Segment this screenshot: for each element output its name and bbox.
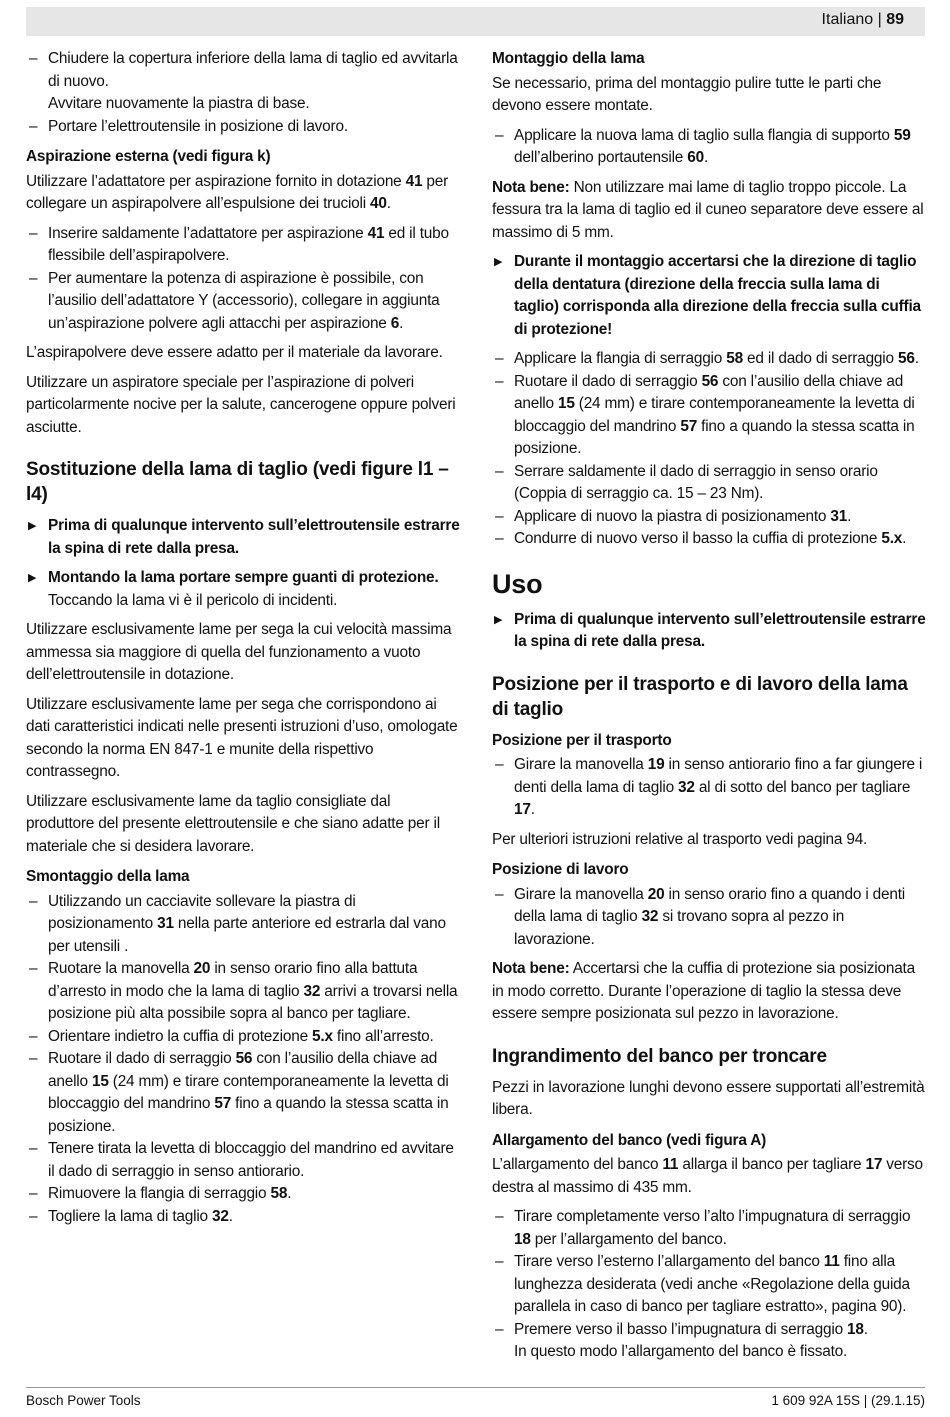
list-item: – Rimuovere la flangia di serraggio 58. bbox=[26, 1183, 461, 1206]
section-heading: Posizione di lavoro bbox=[492, 861, 629, 878]
note: Nota bene: Non utilizzare mai lame di taglio troppo piccole. La fessura tra la lama di taglio ed il cuneo separatore deve essere al massimo di 5 mm. bbox=[492, 178, 924, 241]
section-heading: Montaggio della lama bbox=[492, 50, 645, 67]
paragraph: Utilizzare esclusivamente lame per sega la cui velocità massima ammessa sia maggiore di quella del funzionamento a vuoto dell’elettroutensile in dotazione. bbox=[26, 621, 452, 683]
section-title: Sostituzione della lama di taglio (vedi figure l1 – l4) bbox=[26, 459, 449, 505]
list-item: – Condurre di nuovo verso il basso la cuffia di protezione 5.x. bbox=[492, 528, 927, 551]
section-title: Posizione per il trasporto e di lavoro della lama di taglio bbox=[492, 673, 908, 720]
paragraph: Se necessario, prima del montaggio pulire tutte le parti che devono essere montate. bbox=[492, 74, 882, 114]
header-bar bbox=[26, 7, 925, 36]
list-item: – Applicare la nuova lama di taglio sulla flangia di supporto 59 dell’alberino portautensile 60. bbox=[492, 125, 927, 170]
paragraph: Utilizzare un aspiratore speciale per l’aspirazione di polveri particolarmente nocive per la salute, cancerogene oppure polveri asciutte. bbox=[26, 373, 456, 436]
list-item: – Ruotare il dado di serraggio 56 con l’ausilio della chiave ad anello 15 (24 mm) e tirare contemporaneamente la levetta di bloccaggio del mandrino 57 fino a quando la stessa scatta in posizione. bbox=[492, 371, 927, 461]
list-item: – Tenere tirata la levetta di bloccaggio del mandrino ed avvitare il dado di serraggio in senso antiorario. bbox=[26, 1138, 461, 1183]
list-item: – Togliere la lama di taglio 32. bbox=[26, 1206, 461, 1229]
list-item: – Ruotare la manovella 20 in senso orario fino alla battuta d’arresto in modo che la lama di taglio 32 arrivi a trovarsi nella posizione più alta possibile sopra al banco per tagliare. bbox=[26, 958, 461, 1026]
section-heading: Posizione per il trasporto bbox=[492, 731, 672, 749]
warning-item: ▶ Durante il montaggio accertarsi che la direzione di taglio della dentatura (direzione della freccia sulla lama di taglio) corrisponda alla direzione della freccia sulla cuffia di protezione! bbox=[492, 251, 927, 341]
list-item: – Portare l’elettroutensile in posizione di lavoro. bbox=[26, 116, 461, 139]
list-item: – Per aumentare la potenza di aspirazione è possibile, con l’ausilio dell’adattatore Y (accessorio), collegare in aggiunta un’aspirazione polvere agli attacchi per aspirazione 6. bbox=[26, 268, 461, 336]
chapter-title: Uso bbox=[492, 568, 543, 599]
list-item: – Orientare indietro la cuffia di protezione 5.x fino all’arresto. bbox=[26, 1026, 461, 1049]
list-item: – Premere verso il basso l’impugnatura di serraggio 18. In questo modo l’allargamento del banco è fissato. bbox=[492, 1319, 927, 1364]
header-language: Italiano bbox=[821, 11, 874, 28]
list-item: – Ruotare il dado di serraggio 56 con l’ausilio della chiave ad anello 15 (24 mm) e tirare contemporaneamente la levetta di bloccaggio del mandrino 57 fino a quando la stessa scatta in posizione. bbox=[26, 1048, 461, 1138]
warning-item: ▶ Prima di qualunque intervento sull’elettroutensile estrarre la spina di rete dalla presa. bbox=[492, 609, 927, 654]
list-item: – Serrare saldamente il dado di serraggio in senso orario (Coppia di serraggio ca. 15 – 23 Nm). bbox=[492, 461, 927, 506]
list-item: – Applicare la flangia di serraggio 58 ed il dado di serraggio 56. bbox=[492, 348, 927, 371]
page-header bbox=[822, 11, 904, 29]
paragraph: L’allargamento del banco 11 allarga il banco per tagliare 17 verso destra al massimo di 435 mm. bbox=[492, 1156, 923, 1196]
list-item: – Inserire saldamente l’adattatore per aspirazione 41 ed il tubo flessibile dell’aspirapolvere. bbox=[26, 223, 461, 268]
footer-doc-code: 1 609 92A 15S | (29.1.15) bbox=[771, 1393, 925, 1408]
list-item: – Tirare completamente verso l’alto l’impugnatura di serraggio 18 per l’allargamento del banco. bbox=[492, 1206, 927, 1251]
list-item: – Utilizzando un cacciavite sollevare la piastra di posizionamento 31 nella parte anteriore ed estrarla dal vano per utensili . bbox=[26, 891, 461, 959]
right-column bbox=[492, 48, 927, 1364]
list-item: – Girare la manovella 19 in senso antiorario fino a far giungere i denti della lama di taglio 32 al di sotto del banco per tagliare 17. bbox=[492, 754, 927, 822]
section-heading: Smontaggio della lama bbox=[26, 868, 190, 885]
section-heading: Allargamento del banco (vedi figura A) bbox=[492, 1131, 767, 1149]
left-column bbox=[26, 48, 461, 1228]
list-item: Avvitare nuovamente la piastra di base. bbox=[48, 95, 310, 112]
page-footer bbox=[26, 1393, 925, 1408]
warning-item: ▶ Montando la lama portare sempre guanti di protezione. Toccando la lama vi è il pericolo di incidenti. bbox=[26, 567, 461, 612]
list-item: – Chiudere la copertura inferiore della lama di taglio ed avvitarla di nuovo. bbox=[26, 48, 461, 93]
note: Nota bene: Accertarsi che la cuffia di protezione sia posizionata in modo corretto. Durante l’operazione di taglio la stessa deve essere sempre posizionata sul pezzo in lavorazione. bbox=[492, 960, 915, 1022]
header-separator: | bbox=[877, 11, 882, 28]
section-title: Ingrandimento del banco per troncare bbox=[492, 1045, 827, 1067]
list-item: – Tirare verso l’esterno l’allargamento del banco 11 fino alla lunghezza desiderata (vedi anche «Regolazione della guida parallela in caso di banco per tagliare estratto», pagina 90). bbox=[492, 1251, 927, 1319]
footer-brand: Bosch Power Tools bbox=[26, 1393, 141, 1408]
paragraph: Utilizzare esclusivamente lame per sega che corrispondono ai dati caratteristici indicati nelle presenti istruzioni d’uso, omologate secondo la norma EN 847-1 e munite della rispettivo contrassegno. bbox=[26, 695, 458, 780]
list-item: – Applicare di nuovo la piastra di posizionamento 31. bbox=[492, 506, 927, 529]
paragraph: Per ulteriori istruzioni relative al trasporto vedi pagina 94. bbox=[492, 830, 868, 848]
paragraph: Utilizzare l’adattatore per aspirazione fornito in dotazione 41 per collegare un aspirapolvere all’espulsione dei trucioli 40. bbox=[26, 172, 449, 212]
warning-item: ▶ Prima di qualunque intervento sull’elettroutensile estrarre la spina di rete dalla presa. bbox=[26, 515, 461, 560]
footer-divider bbox=[26, 1387, 925, 1388]
paragraph: L’aspirapolvere deve essere adatto per il materiale da lavorare. bbox=[26, 344, 443, 361]
section-heading: Aspirazione esterna (vedi figura k) bbox=[26, 148, 271, 165]
page-number: 89 bbox=[886, 11, 904, 28]
list-item: – Girare la manovella 20 in senso orario fino a quando i denti della lama di taglio 32 si trovano sopra al pezzo in lavorazione. bbox=[492, 884, 927, 952]
paragraph: Pezzi in lavorazione lunghi devono essere supportati all’estremità libera. bbox=[492, 1078, 925, 1118]
paragraph: Utilizzare esclusivamente lame da taglio consigliate dal produttore del presente elettroutensile e che siano adatte per il materiale che si desidera lavorare. bbox=[26, 792, 440, 855]
